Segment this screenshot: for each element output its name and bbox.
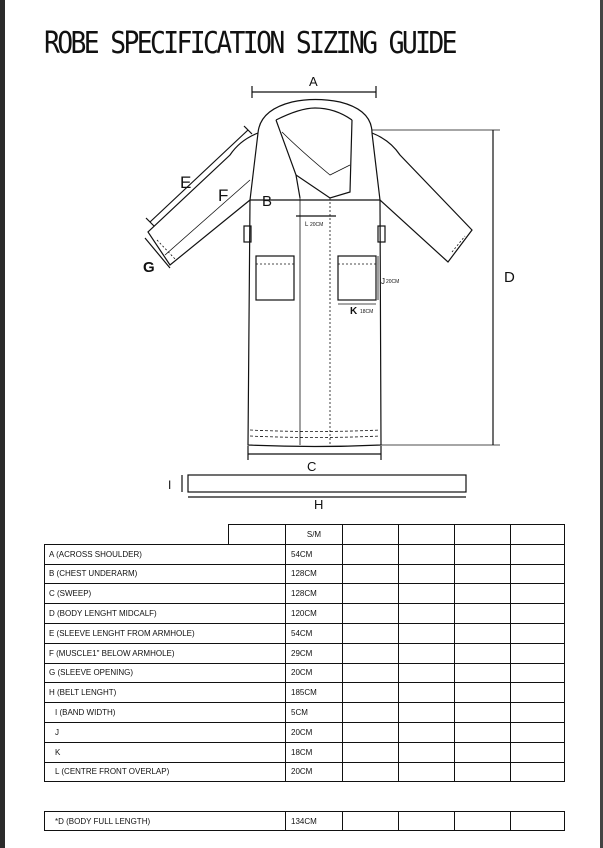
label-i: I — [168, 478, 172, 492]
table-row — [45, 722, 565, 742]
row-sm-value: 20CM — [286, 722, 343, 742]
row-label: A (ACROSS SHOULDER) — [45, 544, 286, 564]
table-row — [45, 812, 565, 831]
row-sm-value: 120CM — [286, 604, 343, 624]
row-label: E (SLEEVE LENGHT FROM ARMHOLE) — [45, 623, 286, 643]
table-row — [45, 742, 565, 762]
right-sleeve — [372, 133, 472, 262]
total-length-table — [44, 811, 565, 831]
row-label: H (BELT LENGHT) — [45, 683, 286, 703]
table-row — [45, 643, 565, 663]
table-row — [45, 604, 565, 624]
row-sm-value: 128CM — [286, 584, 343, 604]
row-sm-value: 29CM — [286, 643, 343, 663]
label-c: C — [307, 459, 317, 474]
table-row — [45, 584, 565, 604]
label-j: J — [381, 277, 385, 286]
row-label: I (BAND WIDTH) — [45, 703, 286, 723]
spec-table — [44, 524, 565, 782]
belt — [188, 475, 466, 492]
label-h: H — [314, 497, 324, 512]
label-k: K — [350, 306, 358, 317]
table-row — [45, 544, 565, 564]
header-blank — [229, 525, 286, 545]
table-row — [45, 564, 565, 584]
robe-diagram — [0, 60, 603, 520]
label-e: E — [180, 173, 192, 192]
table-row — [45, 683, 565, 703]
left-sleeve — [148, 133, 258, 265]
row-label: F (MUSCLE1" BELOW ARMHOLE) — [45, 643, 286, 663]
row-sm-value: 54CM — [286, 544, 343, 564]
table-header-row — [45, 525, 565, 545]
table-row — [45, 703, 565, 723]
left-pocket — [256, 256, 294, 300]
row-sm-value: 5CM — [286, 703, 343, 723]
row-label: B (CHEST UNDERARM) — [45, 564, 286, 584]
row-sm-value: 20CM — [286, 762, 343, 782]
label-g: G — [143, 259, 155, 276]
row-label: J — [45, 722, 286, 742]
note-l: 20CM — [310, 222, 324, 228]
note-k: 18CM — [360, 309, 374, 315]
row-sm-value: 128CM — [286, 564, 343, 584]
row-sm-value: 185CM — [286, 683, 343, 703]
total-sm-value: 134CM — [286, 812, 343, 831]
total-label: *D (BODY FULL LENGTH) — [45, 812, 286, 831]
row-sm-value: 20CM — [286, 663, 343, 683]
label-b: B — [262, 193, 273, 210]
row-label: C (SWEEP) — [45, 584, 286, 604]
row-label: K — [45, 742, 286, 762]
header-size-sm: S/M — [286, 525, 343, 545]
label-f: F — [218, 186, 229, 205]
robe-body-outline — [248, 133, 381, 447]
row-sm-value: 54CM — [286, 623, 343, 643]
page-title: ROBE SPECIFICATION SIZING GUIDE — [44, 26, 455, 61]
row-label: D (BODY LENGHT MIDCALF) — [45, 604, 286, 624]
table-row — [45, 762, 565, 782]
row-sm-value: 18CM — [286, 742, 343, 762]
right-pocket — [338, 256, 376, 300]
row-label: L (CENTRE FRONT OVERLAP) — [45, 762, 286, 782]
label-l: L — [305, 222, 309, 228]
row-label: G (SLEEVE OPENING) — [45, 663, 286, 683]
label-a: A — [309, 74, 318, 89]
table-row — [45, 623, 565, 643]
robe-collar — [258, 100, 372, 134]
table-row — [45, 663, 565, 683]
label-d: D — [504, 269, 515, 286]
note-j: 20CM — [386, 279, 400, 285]
